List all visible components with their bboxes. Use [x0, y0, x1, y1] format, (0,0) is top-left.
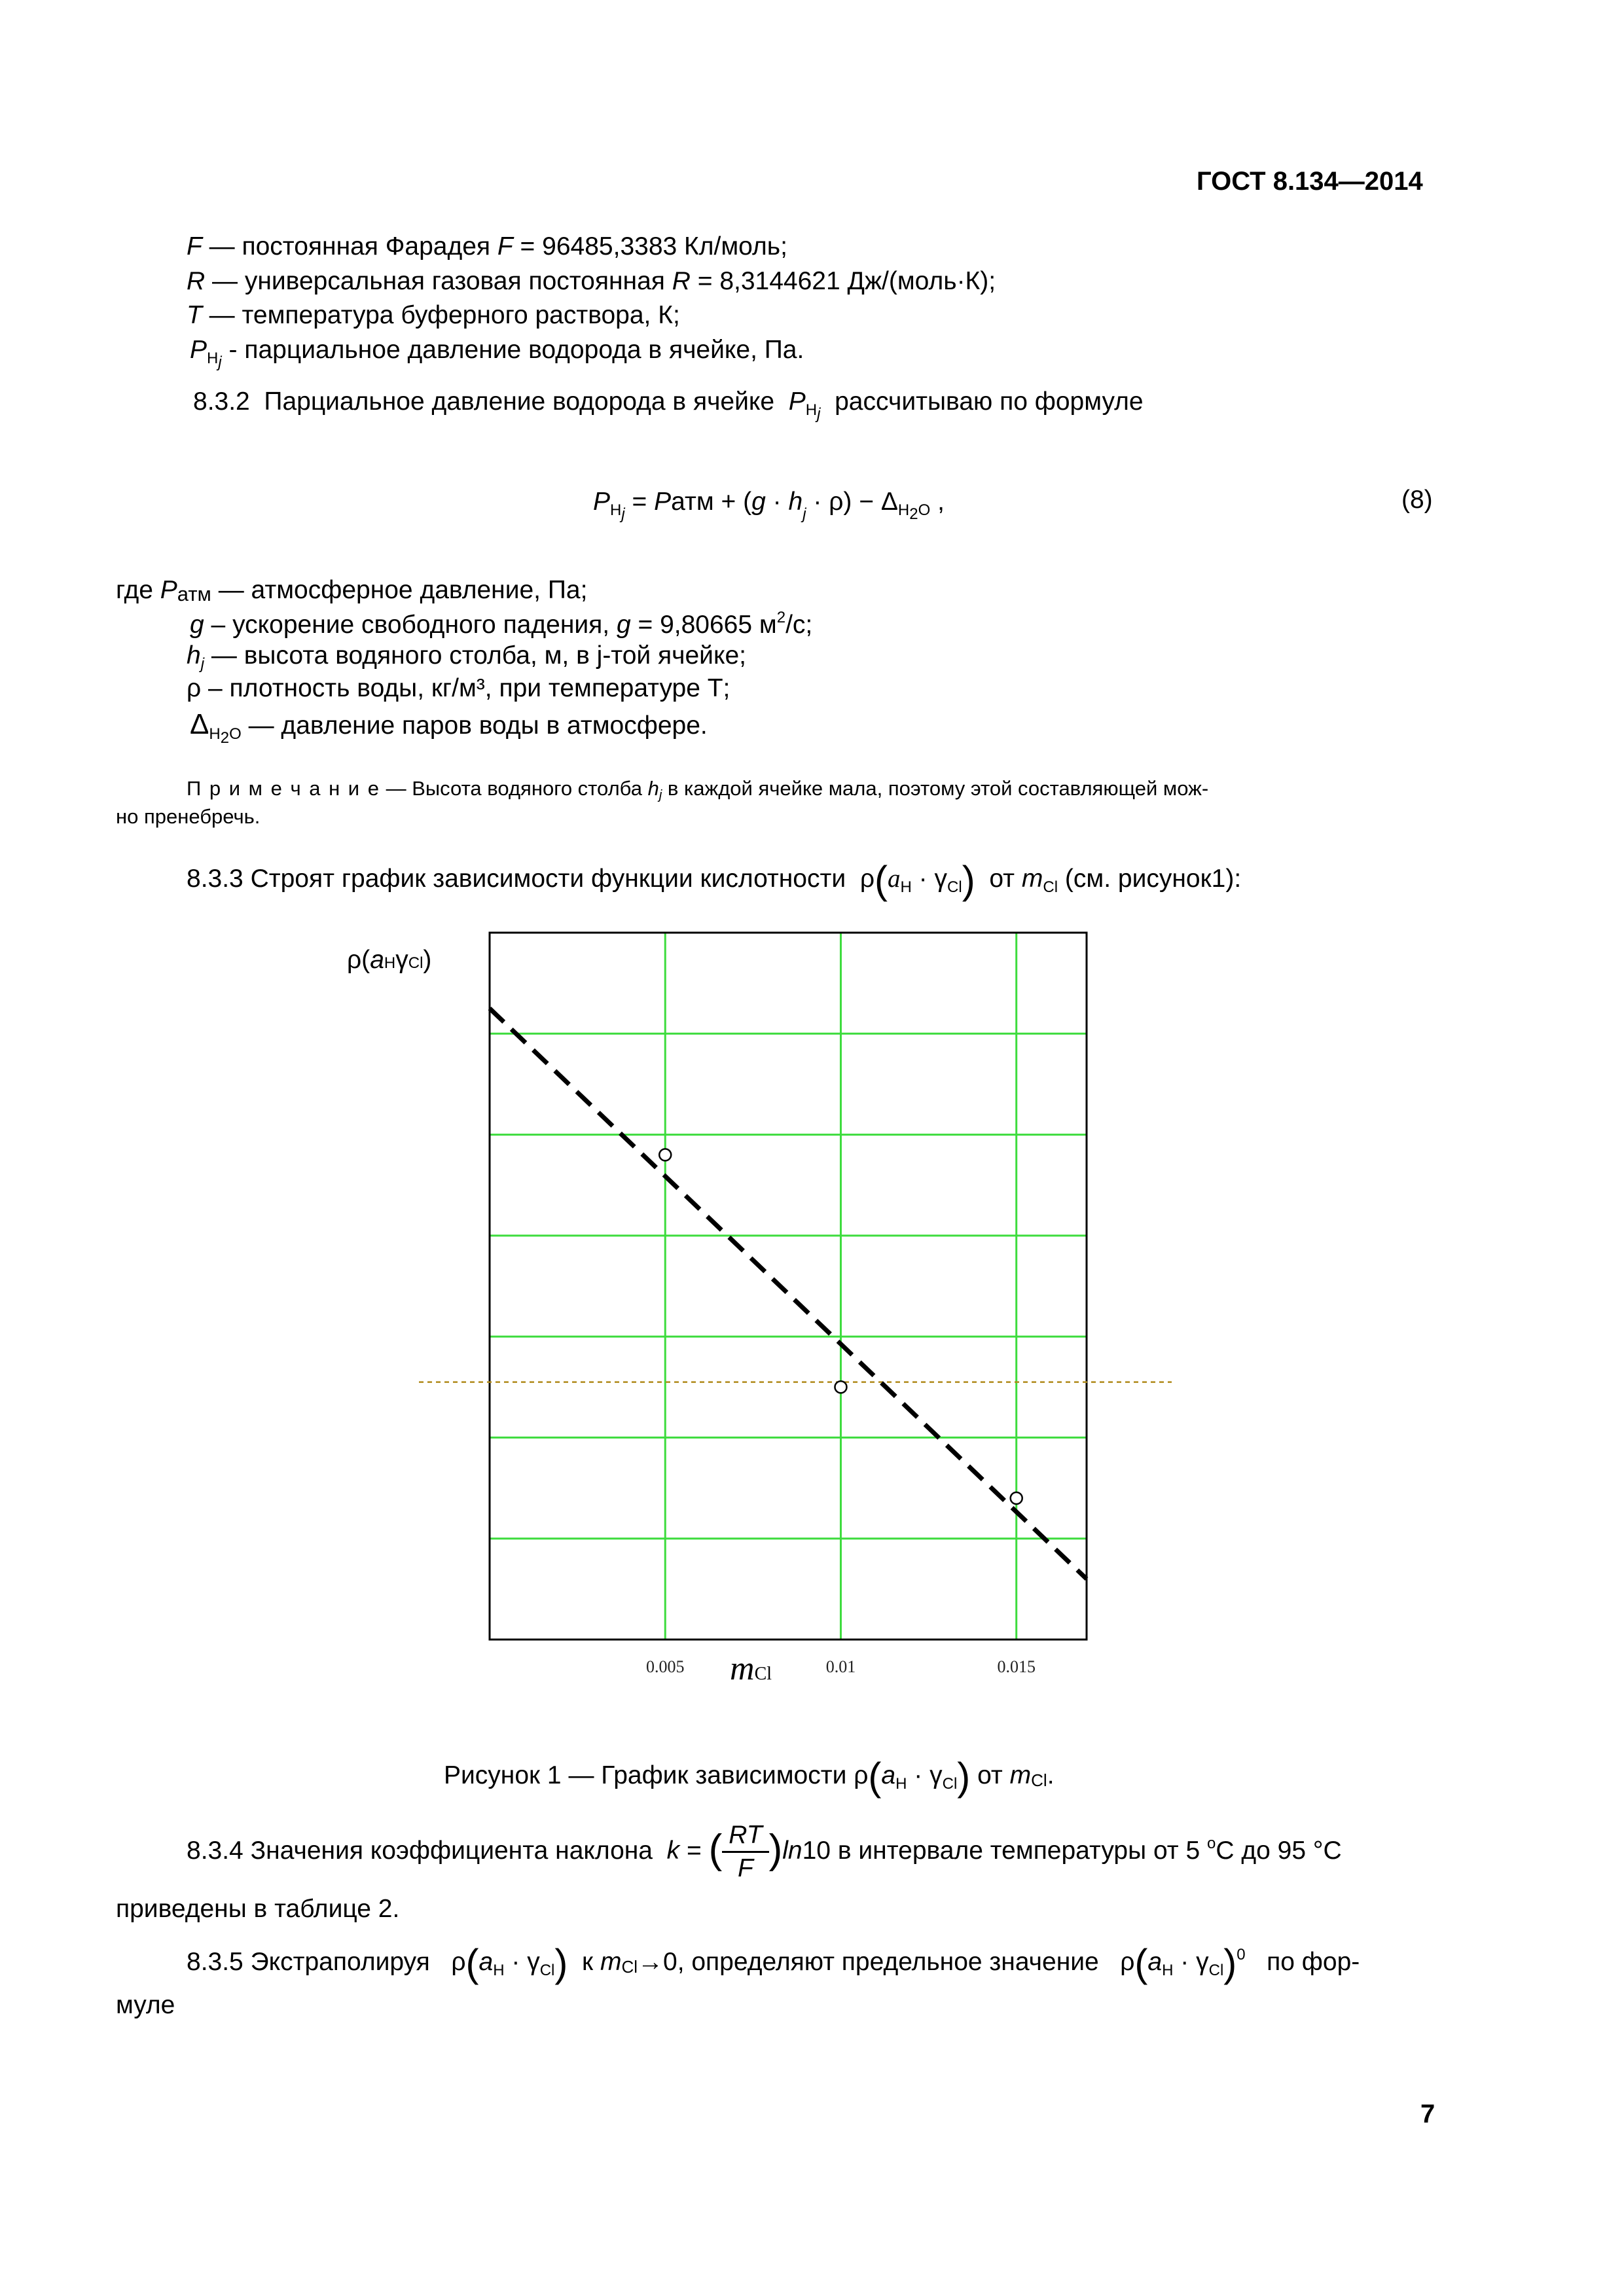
section-833-ref: (см. рисунок1): — [1064, 865, 1242, 893]
note-label: П р и м е ч а н и е — [187, 777, 380, 800]
ln-symbol: ln — [782, 1836, 803, 1865]
caption-rho: ρ — [854, 1761, 869, 1789]
func-gamma-2: · γ — [1173, 1948, 1209, 1976]
superscript-0: 0 — [1236, 1946, 1246, 1964]
chart-xlabel — [730, 1649, 772, 1688]
section-834-number: 8.3.4 — [187, 1836, 244, 1865]
def-gas-constant — [187, 267, 996, 296]
symbol-g: g — [190, 611, 204, 639]
note-text-2: в каждой ячейке мала, поэтому этой составляющей мож- — [662, 777, 1209, 800]
ln-base: 10 — [802, 1836, 831, 1865]
func-a-sub-2: H — [1162, 1962, 1174, 1979]
ylabel-gamma: γ — [395, 946, 408, 974]
note-text-1: — Высота водяного столба — [380, 777, 648, 800]
caption-m: m — [1009, 1761, 1032, 1789]
formula-h2o-h: H — [897, 501, 910, 519]
section-835-line2: муле — [116, 1991, 175, 2019]
section-835: 8.3.5 Экстраполируя $\rho(a_H \cdot \gamma_{Cl})$ к mCl→0, определяют предельное значение $\rho(a_H \cdot \gamma_{Cl})^0$ по фор- — [187, 1941, 1360, 1985]
caption-gamma: · γ — [907, 1761, 943, 1789]
degree-1: o — [1207, 1834, 1216, 1852]
caption-a: a — [881, 1761, 896, 1789]
section-832-text2: рассчитываю по формуле — [835, 387, 1144, 416]
x-tick-label: 0.015 — [997, 1657, 1036, 1676]
symbol-F: F — [187, 232, 202, 260]
symbol-T: T — [187, 301, 202, 329]
section-834-text: Значения коэффициента наклона — [250, 1836, 653, 1865]
symbol-R-2: R — [672, 267, 691, 295]
ylabel-a-sub: H — [384, 954, 396, 972]
section-835-number: 8.3.5 — [187, 1948, 244, 1976]
section-834-line2: приведены в таблице 2. — [116, 1895, 400, 1923]
symbol-delta-sub-h: H — [209, 725, 221, 743]
symbol-patm: P — [160, 576, 177, 604]
ylabel-a: a — [370, 946, 384, 974]
section-834-text2: в интервале температуры от 5 — [837, 1836, 1200, 1865]
fraction-numerator: RT — [722, 1820, 768, 1853]
def-gravity — [190, 609, 812, 639]
symbol-P-sub: H — [207, 350, 219, 367]
caption-a-sub: H — [895, 1775, 907, 1793]
section-832-text: Парциальное давление водорода в ячейке — [264, 387, 775, 416]
func-a: a — [888, 865, 901, 893]
func-gamma: · γ — [504, 1948, 540, 1976]
formula-rho-delta: · ρ) − Δ — [806, 488, 898, 516]
symbol-P-subj: j — [817, 405, 821, 423]
xlabel-sub: Cl — [754, 1664, 772, 1684]
word-k: к — [582, 1948, 594, 1976]
func-rho-2: ρ — [1120, 1948, 1135, 1976]
degree-2: °С — [1312, 1836, 1342, 1865]
data-point — [835, 1381, 846, 1393]
note-line-1 — [187, 777, 1208, 803]
symbol-delta-sub-o: O — [229, 725, 242, 743]
def-where: где — [116, 576, 160, 604]
symbol-P: P — [788, 387, 806, 416]
symbol-P-subj: j — [218, 353, 222, 371]
def-temperature-text: — температура буферного раствора, К; — [202, 301, 680, 329]
func-a-sub: H — [900, 878, 912, 896]
data-point — [1011, 1492, 1022, 1504]
symbol-m: m — [1021, 865, 1043, 893]
ylabel-rho: ρ( — [347, 946, 370, 974]
symbol-m: m — [600, 1948, 622, 1976]
xlabel-m: m — [730, 1650, 755, 1687]
formula-number: (8) — [1401, 486, 1433, 514]
ylabel-close: ) — [423, 946, 432, 974]
fraction-rt-f — [722, 1820, 768, 1884]
def-gas-value: = 8,3144621 Дж/(моль·К); — [690, 267, 996, 295]
def-vapor — [190, 708, 708, 747]
x-tick-label: 0.005 — [645, 1657, 685, 1676]
symbol-h: h — [187, 641, 201, 670]
def-height — [187, 641, 746, 673]
def-temperature — [187, 301, 680, 330]
def-gravity-value: = 9,80665 м — [630, 611, 777, 639]
symbol-F-2: F — [497, 232, 513, 260]
symbol-P: P — [190, 336, 208, 364]
x-tick-label: 0.01 — [825, 1657, 856, 1676]
formula-h-sub: j — [803, 505, 806, 523]
chart-svg — [393, 916, 1198, 1721]
formula-P: P — [593, 488, 611, 516]
k-eq: = — [679, 1836, 709, 1865]
symbol-patm-sub: атм — [177, 583, 211, 605]
func-a-sub: H — [493, 1962, 505, 1979]
data-point — [659, 1149, 671, 1160]
formula-g: g — [751, 488, 766, 516]
symbol-delta: Δ — [190, 708, 209, 740]
caption-m-sub: Cl — [1031, 1770, 1047, 1790]
standard-number: ГОСТ 8.134—2014 — [1197, 167, 1423, 196]
def-partial-pressure-text: - парциальное давление водорода в ячейке, Па. — [221, 336, 804, 364]
caption-text: Рисунок 1 — График зависимости — [444, 1761, 854, 1789]
formula-8 — [593, 488, 945, 524]
caption-gamma-sub: Cl — [942, 1775, 958, 1793]
func-a-2: a — [1147, 1948, 1163, 1976]
symbol-g-2: g — [616, 611, 631, 639]
symbol-h-sub: j — [200, 655, 205, 673]
formula-P-subj: j — [621, 505, 625, 523]
formula-h2o-2: 2 — [909, 505, 918, 523]
symbol-P-sub: H — [805, 401, 818, 419]
symbol-delta-sub-2: 2 — [220, 729, 230, 747]
section-833-text: Строят график зависимости функции кислотности — [250, 865, 846, 893]
ylabel-gamma-sub: Cl — [408, 954, 424, 972]
plot-frame — [490, 933, 1087, 1640]
section-833-from: от — [989, 865, 1015, 893]
def-height-text: — высота водяного столба, м, в j-той ячейке; — [204, 641, 746, 670]
def-faraday — [187, 232, 787, 261]
section-835-arrow-text: →0, определяют предельное значение — [638, 1948, 1099, 1976]
fit-line — [490, 1009, 1087, 1579]
func-rho: ρ — [451, 1948, 466, 1976]
func-a: a — [478, 1948, 494, 1976]
note-h: h — [647, 777, 659, 800]
func-gamma-sub: Cl — [539, 1962, 555, 1979]
def-density: ρ – плотность воды, кг/м³, при температуре Т; — [187, 674, 731, 702]
formula-h2o-o: O — [918, 501, 931, 519]
section-833-number: 8.3.3 — [187, 865, 244, 893]
caption-from: от — [970, 1761, 1010, 1789]
def-gas-text: — универсальная газовая постоянная — [205, 267, 672, 295]
formula-eq: = — [624, 488, 655, 516]
symbol-m-sub: Cl — [1043, 878, 1058, 896]
formula-plus: + ( — [713, 488, 752, 516]
symbol-m-sub: Cl — [621, 1957, 638, 1977]
def-partial-pressure — [190, 336, 804, 372]
def-gravity-unit: /с; — [785, 611, 813, 639]
superscript-2: 2 — [776, 609, 786, 626]
symbol-k: k — [666, 1836, 680, 1865]
def-faraday-text: — постоянная Фарадея — [202, 232, 497, 260]
def-atm-text: — атмосферное давление, Па; — [211, 576, 588, 604]
formula-h: h — [788, 488, 803, 516]
formula-P-sub: H — [610, 501, 622, 519]
fraction-denominator: F — [738, 1854, 753, 1882]
def-atm-pressure — [116, 576, 587, 606]
formula-dot: · — [765, 488, 789, 516]
formula-patm: P — [654, 488, 672, 516]
func-gamma-sub: Cl — [947, 878, 962, 896]
func-gamma-sub-2: Cl — [1208, 1962, 1224, 1979]
symbol-R: R — [187, 267, 206, 295]
caption-end: . — [1047, 1761, 1055, 1789]
def-gravity-text: – ускорение свободного падения, — [204, 611, 617, 639]
note-line-2: но пренебречь. — [116, 805, 261, 828]
section-832-number: 8.3.2 — [193, 387, 250, 416]
def-vapor-text: — давление паров воды в атмосфере. — [241, 711, 708, 740]
section-835-text-end: по фор- — [1267, 1948, 1360, 1976]
note-h-sub: j — [659, 788, 662, 802]
def-faraday-value: = 96485,3383 Кл/моль; — [513, 232, 787, 260]
func-rho: ρ — [859, 865, 875, 893]
section-832 — [193, 387, 1144, 423]
section-833: 8.3.3 Строят график зависимости функции кислотности $\rho(a_H \cdot \gamma_{Cl})$ от $m_{Cl}$ (см. рисунок1): — [187, 858, 1242, 902]
section-835-text: Экстраполируя — [250, 1948, 430, 1976]
func-gamma: · γ — [911, 865, 948, 893]
figure-caption: Рисунок 1 — График зависимости $\rho(a_H \cdot \gamma_{Cl})$ от mCl. — [444, 1755, 1055, 1799]
page-number: 7 — [1420, 2100, 1435, 2128]
section-834: 8.3.4 Значения коэффициента наклона k = ( $\frac{RT}{F}$ )ln10 в интервале температуры от 5 $^o$С до 95 °С — [187, 1820, 1342, 1884]
formula-patm-sub: атм — [671, 488, 714, 516]
section-834-c1: С до 95 — [1216, 1836, 1307, 1865]
formula-comma: , — [930, 488, 945, 516]
